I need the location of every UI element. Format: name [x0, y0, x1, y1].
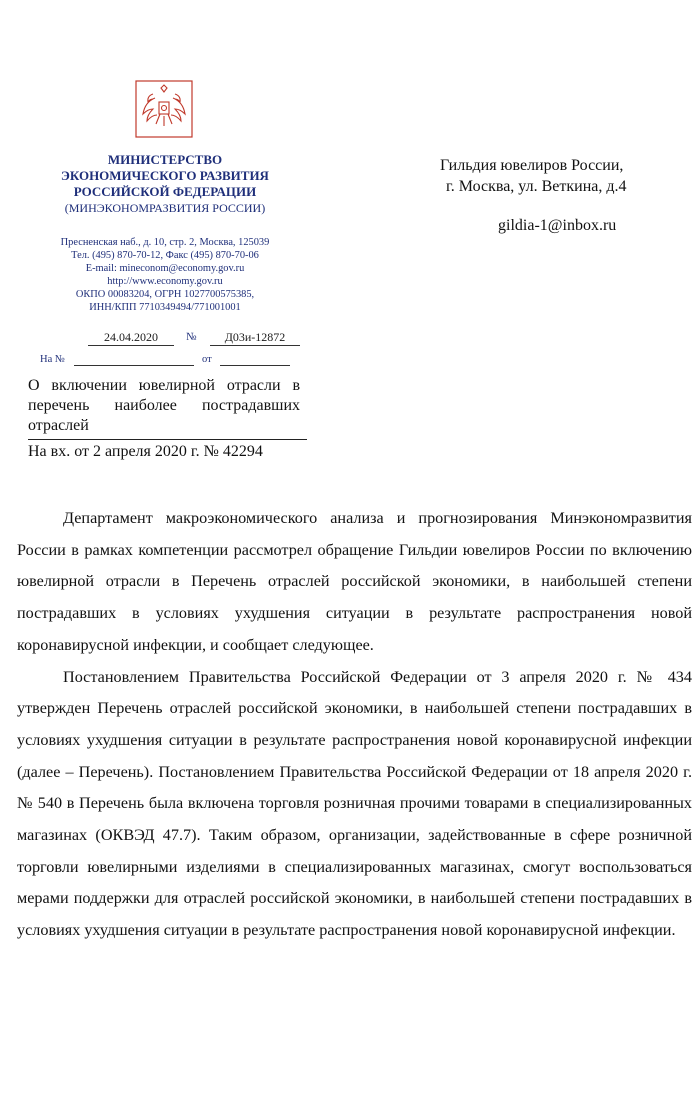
body-paragraph: Департамент макроэкономического анализа и прогнозирования Минэкономразвития России в рамках компетенции рассмотрел обращение Гильдии ювелиров России по включению ювелирной отрасли в Перечень отраслей российской экономики, в наибольшей степени пострадавших в условиях ухудшения ситуации в результате распространения новой коронавирусной инфекции, и сообщает следующее.	[17, 509, 692, 654]
addressee-email: gildia-1@inbox.ru	[498, 217, 617, 234]
ministry-line: ЭКОНОМИЧЕСКОГО РАЗВИТИЯ	[61, 168, 269, 183]
reference-prefix: На №	[40, 354, 65, 365]
letter-body	[17, 503, 692, 947]
ministry-contacts	[30, 236, 300, 314]
letter-subject: О включении ювелирной отрасли в перечень наиболее пострадавших отраслей	[28, 377, 300, 434]
registration-line	[34, 330, 300, 346]
subject-divider	[28, 439, 307, 440]
addressee-name: Гильдия ювелиров России,	[440, 157, 624, 174]
ministry-line: МИНИСТЕРСТВО	[107, 152, 223, 167]
contact-email: E-mail: mineconom@economy.gov.ru	[85, 263, 245, 274]
outgoing-number: Д03и-12872	[210, 330, 300, 346]
reference-line	[40, 354, 294, 368]
contact-inn: ИНН/КПП 7710349494/771001001	[89, 302, 241, 313]
outgoing-date: 24.04.2020	[88, 330, 174, 346]
reference-date-blank	[220, 365, 290, 366]
body-paragraph: Постановлением Правительства Российской Федерации от 3 апреля 2020 г. № 434 утвержден Перечень отраслей российской экономики, в наибольшей степени пострадавших в условиях ухудшения ситуации в результате распространения новой коронавирусной инфекции (далее – Перечень). Постановлением Правительства Российской Федерации от 18 апреля 2020 г. № 540 в Перечень была включена торговля розничная прочими товарами в специализированных магазинах (ОКВЭД 47.7). Таким образом, организации, задействованные в сфере розничной торговли ювелирными изделиями в специализированных магазинах, смогут воспользоваться мерами поддержки для отраслей российской экономики, в наибольшей степени пострадавших в условиях ухудшения ситуации в результате распространения новой коронавирусной инфекции.	[17, 667, 692, 940]
ministry-line: РОССИЙСКОЙ ФЕДЕРАЦИИ	[73, 184, 257, 199]
ministry-name	[30, 152, 300, 216]
reference-from: от	[202, 354, 212, 365]
reference-number-blank	[74, 365, 194, 366]
contact-okpo: ОКПО 00083204, ОГРН 1027700575385,	[75, 289, 255, 300]
double-headed-eagle-emblem-icon	[133, 78, 195, 140]
contact-address: Пресненская наб., д. 10, стр. 2, Москва, 125039	[60, 237, 270, 248]
contact-phone: Тел. (495) 870-70-12, Факс (495) 870-70-06	[71, 250, 259, 261]
incoming-reference: На вх. от 2 апреля 2020 г. № 42294	[28, 443, 263, 460]
number-sign: №	[186, 331, 197, 343]
addressee-address: г. Москва, ул. Веткина, д.4	[446, 178, 627, 195]
ministry-short-name: (МИНЭКОНОМРАЗВИТИЯ РОССИИ)	[64, 201, 266, 215]
contact-website: http://www.economy.gov.ru	[107, 276, 223, 287]
addressee-block	[440, 155, 680, 236]
